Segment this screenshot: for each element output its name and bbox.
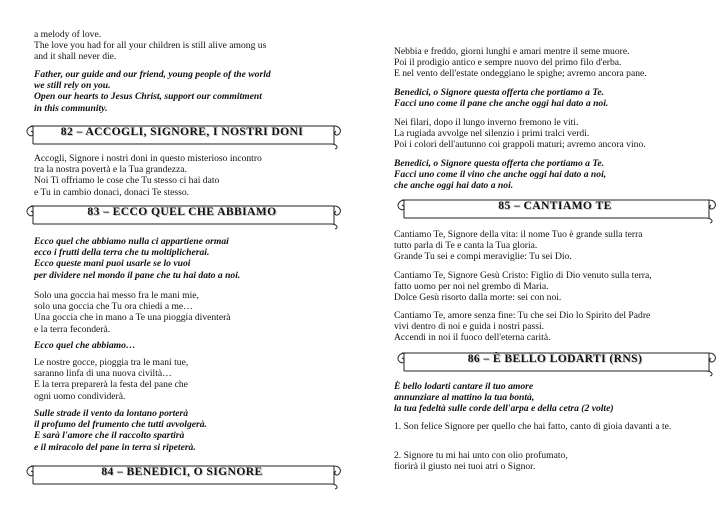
song-title-83: 83 – ECCO QUEL CHE ABBIAMO [87, 205, 277, 218]
song-title-84: 84 – BENEDICI, O SIGNORE [101, 465, 263, 478]
verse-line: ogni uomo condividerà. [34, 390, 126, 402]
verse-line: Sulle strade il vento da lontano porterà [34, 408, 189, 419]
refrain-line: Facci uno come il vino che anche oggi hai dato a noi, [394, 169, 607, 181]
refrain-line: Facci uno come il pane che anche oggi hai dato a noi. [394, 98, 609, 110]
song-title-82: 82 – ACCOGLI, SIGNORE, I NOSTRI DONI [60, 125, 304, 138]
verse-line: solo una goccia che Tu ora chiedi a me… [34, 301, 193, 313]
refrain-line: annunziare al mattino la tua bontà, [394, 392, 535, 404]
verse-line: The love you had for all your children is still alive among us [34, 40, 267, 52]
verse-line: 2. Signore tu mi hai unto con olio profumato, [394, 450, 568, 461]
refrain-line: we still rely on you. [34, 80, 111, 92]
song-title-banner-85 [392, 192, 718, 222]
verse-line: Poi il prodigio antico e sempre nuovo del primo filo d'erba. [394, 57, 622, 69]
refrain-line: È bello lodarti cantare il tuo amore [394, 381, 534, 392]
lyrics-verse-84-2 [394, 117, 720, 151]
refrain-line: per dividere nel mondo il pane che tu hai dato a noi. [34, 269, 241, 281]
verse-line: E la terra preparerà la festa del pane che [34, 379, 188, 391]
song-title-banner-84 [21, 458, 343, 488]
verse-line: Le nostre gocce, pioggia tra le mani tue, [34, 357, 189, 368]
lyrics-verse-86-2 [394, 450, 720, 472]
song-title-banner-83 [21, 198, 343, 228]
lyrics-verse-82 [34, 153, 334, 198]
verse-line: Cantiamo Te, Signore Gesù Cristo: Figlio di Dio venuto sulla terra, [394, 270, 652, 281]
lyrics-verse-85-3 [394, 310, 720, 344]
verse-line: Grande Tu sei e compi meraviglie: Tu sei Dio. [394, 251, 572, 263]
verse-line: 1. Son felice Signore per quello che hai fatto, canto di gioia davanti a te. [394, 421, 672, 432]
lyrics-verse-84-1 [394, 46, 720, 80]
verse-line: vivi dentro di noi e guida i nostri passi. [394, 321, 545, 333]
lyrics-refrain-84-1 [394, 87, 720, 109]
lyrics-verse-85-2 [394, 270, 720, 304]
song-title-85: 85 – CANTIAMO TE [498, 199, 612, 212]
verse-line: Noi Ti offriamo le cose che Tu stesso ci hai dato [34, 175, 220, 187]
refrain-line: Ecco queste mani puoi usarle se lo vuoi [34, 258, 191, 270]
lyrics-refrain-86 [394, 381, 720, 415]
lyrics-verse-english [34, 29, 334, 63]
verse-line: La rugiada avvolge nel silenzio i primi tralci verdi. [394, 128, 590, 140]
lyrics-refrain-reprise [34, 340, 334, 351]
verse-line: fatto uomo per noi nel grembo di Maria. [394, 281, 549, 293]
refrain-line: Benedici, o Signore questa offerta che portiamo a Te. [394, 158, 604, 169]
song-title-banner-86 [392, 345, 718, 375]
refrain-line: Benedici, o Signore questa offerta che portiamo a Te. [394, 87, 604, 98]
refrain-line: Father, our guide and our friend, young people of the world [34, 69, 271, 80]
verse-line: Solo una goccia hai messo fra le mani mie, [34, 290, 199, 301]
lyrics-refrain-english [34, 69, 334, 114]
verse-line: Nebbia e freddo, giorni lunghi e amari mentre il seme muore. [394, 46, 630, 57]
lyrics-verse-85-1 [394, 229, 720, 263]
verse-line: fiorirà il giusto nei tuoi atri o Signor. [394, 461, 536, 473]
verse-line: e il miracolo del pane in terra si ripeterà. [34, 441, 196, 453]
verse-line: il profumo del frumento che tutti avvolgerà. [34, 419, 207, 431]
refrain-line: Ecco quel che abbiamo nulla ci appartiene ormai [34, 236, 229, 247]
lyrics-verse-83-3 [34, 408, 334, 453]
verse-line: Poi i colori dell'autunno coi grappoli maturi; avremo ancora vino. [394, 139, 646, 151]
verse-line: Una goccia che in mano a Te una pioggia diventerà [34, 312, 231, 324]
refrain-line: che anche oggi hai dato a noi. [394, 180, 514, 192]
refrain-line: Open our hearts to Jesus Christ, support our commitment [34, 91, 262, 103]
song-title-86: 86 – È BELLO LODARTI (RNS) [467, 352, 643, 365]
refrain-line: la tua fedeltà sulle corde dell'arpa e della cetra (2 volte) [394, 403, 614, 415]
verse-line: Cantiamo Te, Signore della vita: il nome Tuo è grande sulla terra [394, 229, 643, 240]
verse-line: E sarà l'amore che il raccolto spartirà [34, 430, 185, 442]
lyrics-refrain-83 [34, 236, 334, 281]
verse-line: Accendi in noi il fuoco dell'eterna carità. [394, 332, 551, 344]
verse-line: saranno linfa di una nuova civiltà… [34, 368, 172, 380]
verse-line: a melody of love. [34, 29, 102, 40]
verse-line: Accogli, Signore i nostri doni in questo misterioso incontro [34, 153, 262, 164]
refrain-line: in this community. [34, 102, 108, 114]
refrain-line: ecco i frutti della terra che tu moltiplicherai. [34, 247, 210, 259]
verse-line: e la terra feconderà. [34, 323, 111, 335]
verse-line: E nel vento dell'estate ondeggiano le spighe; avremo ancora pane. [394, 68, 647, 80]
refrain-line: Ecco quel che abbiamo… [34, 340, 136, 351]
lyrics-verse-83-2 [34, 357, 334, 402]
verse-line: Nei filari, dopo il lungo inverno fremono le viti. [394, 117, 579, 128]
lyrics-verse-83-1 [34, 290, 334, 335]
verse-line: tutto parla di Te e canta la Tua gloria. [394, 240, 538, 252]
verse-line: tra la nostra povertà e la Tua grandezza. [34, 164, 187, 176]
verse-line: e Tu in cambio donaci, donaci Te stesso. [34, 186, 190, 198]
verse-line: and it shall never die. [34, 51, 117, 63]
verse-line: Cantiamo Te, amore senza fine: Tu che sei Dio lo Spirito del Padre [394, 310, 651, 321]
song-title-banner-82 [21, 118, 343, 148]
lyrics-verse-86-1 [394, 421, 720, 432]
lyrics-refrain-84-2 [394, 158, 720, 192]
verse-line: Dolce Gesù risorto dalla morte: sei con noi. [394, 292, 562, 304]
